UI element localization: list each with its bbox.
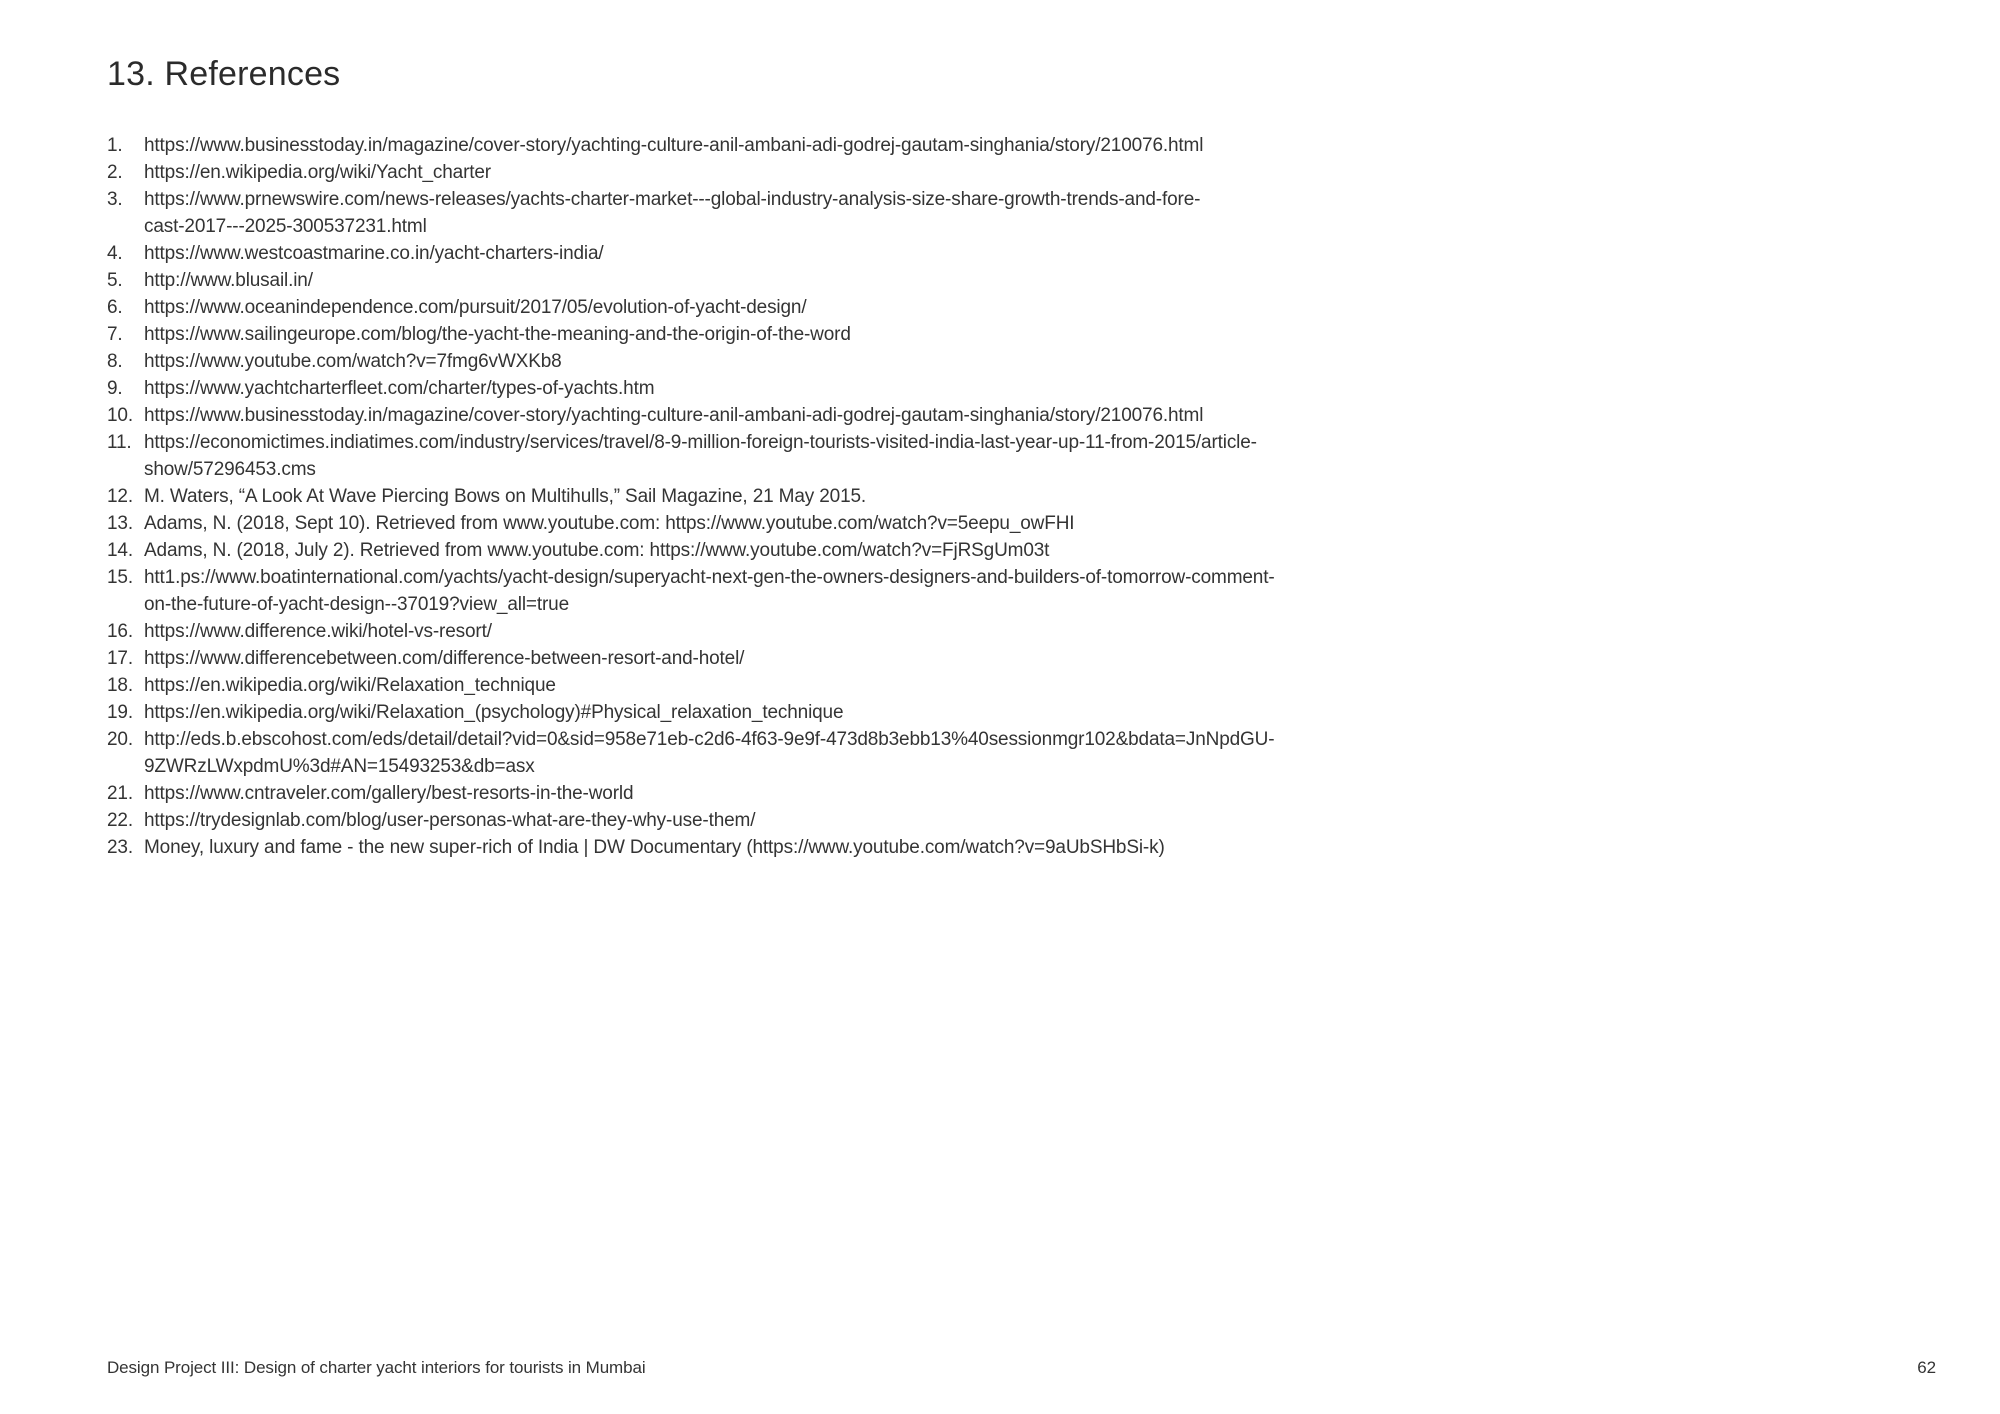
reference-item xyxy=(107,510,1940,537)
reference-line: https://www.youtube.com/watch?v=7fmg6vWXKb8 xyxy=(144,350,562,372)
reference-line: https://www.yachtcharterfleet.com/charter/types-of-yachts.htm xyxy=(144,377,655,399)
reference-line: https://en.wikipedia.org/wiki/Relaxation_technique xyxy=(144,674,556,696)
reference-line: Money, luxury and fame - the new super-rich of India | DW Documentary (https://www.youtube.com/watch?v=9aUbSHbSi-k) xyxy=(144,836,1165,858)
reference-item xyxy=(107,348,1940,375)
reference-line: http://www.blusail.in/ xyxy=(144,269,313,291)
reference-item xyxy=(107,294,1940,321)
reference-line: https://en.wikipedia.org/wiki/Relaxation_(psychology)#Physical_relaxation_technique xyxy=(144,701,844,723)
reference-line: M. Waters, “A Look At Wave Piercing Bows on Multihulls,” Sail Magazine, 21 May 2015. xyxy=(144,485,867,507)
page-footer xyxy=(107,1358,1936,1378)
reference-text xyxy=(144,186,1940,240)
reference-line: https://www.difference.wiki/hotel-vs-resort/ xyxy=(144,620,492,642)
reference-text xyxy=(144,510,1940,537)
reference-number: 2. xyxy=(107,161,123,183)
reference-line: 9ZWRzLWxpdmU%3d#AN=15493253&db=asx xyxy=(144,755,535,777)
reference-item xyxy=(107,780,1940,807)
reference-line: http://eds.b.ebscohost.com/eds/detail/detail?vid=0&sid=958e71eb-c2d6-4f63-9e9f-473d8b3ebb13%40sessionmgr102&bdata=JnNpdGU- xyxy=(144,728,1275,750)
reference-number: 9. xyxy=(107,377,123,399)
reference-item xyxy=(107,699,1940,726)
reference-line: https://www.businesstoday.in/magazine/cover-story/yachting-culture-anil-ambani-adi-godrej-gautam-singhania/story/210076.html xyxy=(144,404,1204,426)
reference-text xyxy=(144,429,1940,483)
reference-line: https://www.westcoastmarine.co.in/yacht-charters-india/ xyxy=(144,242,604,264)
reference-text xyxy=(144,618,1940,645)
reference-number: 18. xyxy=(107,674,133,696)
reference-item xyxy=(107,726,1940,780)
reference-item xyxy=(107,834,1940,861)
reference-line: https://trydesignlab.com/blog/user-personas-what-are-they-why-use-them/ xyxy=(144,809,756,831)
reference-text xyxy=(144,699,1940,726)
reference-text xyxy=(144,159,1940,186)
reference-number: 4. xyxy=(107,242,123,264)
reference-text xyxy=(144,645,1940,672)
reference-number: 7. xyxy=(107,323,123,345)
reference-item xyxy=(107,159,1940,186)
page-title: 13. References xyxy=(107,55,341,93)
reference-number: 8. xyxy=(107,350,123,372)
reference-number: 12. xyxy=(107,485,133,507)
reference-item xyxy=(107,429,1940,483)
reference-line: cast-2017---2025-300537231.html xyxy=(144,215,427,237)
reference-number: 16. xyxy=(107,620,133,642)
reference-number: 10. xyxy=(107,404,133,426)
reference-line: https://economictimes.indiatimes.com/industry/services/travel/8-9-million-foreign-tourists-visited-india-last-year-up-11-from-2015/article- xyxy=(144,431,1257,453)
reference-number: 23. xyxy=(107,836,133,858)
reference-item xyxy=(107,645,1940,672)
reference-number: 19. xyxy=(107,701,133,723)
reference-number: 1. xyxy=(107,134,123,156)
reference-text xyxy=(144,375,1940,402)
reference-line: https://www.businesstoday.in/magazine/cover-story/yachting-culture-anil-ambani-adi-godrej-gautam-singhania/story/210076.html xyxy=(144,134,1204,156)
reference-text xyxy=(144,807,1940,834)
reference-item xyxy=(107,672,1940,699)
reference-line: https://www.sailingeurope.com/blog/the-yacht-the-meaning-and-the-origin-of-the-word xyxy=(144,323,851,345)
reference-number: 21. xyxy=(107,782,133,804)
reference-number: 20. xyxy=(107,728,133,750)
reference-text xyxy=(144,294,1940,321)
reference-number: 15. xyxy=(107,566,133,588)
references-list xyxy=(107,132,1940,861)
reference-line: on-the-future-of-yacht-design--37019?view_all=true xyxy=(144,593,569,615)
reference-item xyxy=(107,321,1940,348)
reference-text xyxy=(144,672,1940,699)
reference-item xyxy=(107,240,1940,267)
reference-text xyxy=(144,402,1940,429)
reference-item xyxy=(107,186,1940,240)
reference-number: 13. xyxy=(107,512,133,534)
reference-item xyxy=(107,537,1940,564)
reference-line: Adams, N. (2018, July 2). Retrieved from www.youtube.com: https://www.youtube.com/watch?v=FjRSgUm03t xyxy=(144,539,1050,561)
reference-item xyxy=(107,618,1940,645)
reference-text xyxy=(144,483,1940,510)
page-number: 62 xyxy=(1917,1358,1936,1377)
reference-text xyxy=(144,564,1940,618)
reference-text xyxy=(144,834,1940,861)
reference-number: 17. xyxy=(107,647,133,669)
reference-line: https://www.cntraveler.com/gallery/best-resorts-in-the-world xyxy=(144,782,634,804)
reference-number: 3. xyxy=(107,188,123,210)
reference-line: Adams, N. (2018, Sept 10). Retrieved from www.youtube.com: https://www.youtube.com/watch?v=5eepu_owFHI xyxy=(144,512,1075,534)
reference-item xyxy=(107,402,1940,429)
reference-line: htt1.ps://www.boatinternational.com/yachts/yacht-design/superyacht-next-gen-the-owners-designers-and-builders-of-tomorrow-comment- xyxy=(144,566,1275,588)
reference-line: show/57296453.cms xyxy=(144,458,316,480)
reference-number: 22. xyxy=(107,809,133,831)
reference-item xyxy=(107,483,1940,510)
reference-text xyxy=(144,726,1940,780)
reference-item xyxy=(107,375,1940,402)
reference-number: 14. xyxy=(107,539,133,561)
reference-text xyxy=(144,132,1940,159)
reference-item xyxy=(107,807,1940,834)
reference-item xyxy=(107,267,1940,294)
reference-item xyxy=(107,132,1940,159)
reference-text xyxy=(144,240,1940,267)
reference-line: https://www.prnewswire.com/news-releases/yachts-charter-market---global-industry-analysis-size-share-growth-trends-and-fore- xyxy=(144,188,1201,210)
reference-text xyxy=(144,537,1940,564)
reference-line: https://www.differencebetween.com/difference-between-resort-and-hotel/ xyxy=(144,647,745,669)
reference-item xyxy=(107,564,1940,618)
reference-text xyxy=(144,321,1940,348)
reference-line: https://www.oceanindependence.com/pursuit/2017/05/evolution-of-yacht-design/ xyxy=(144,296,807,318)
reference-number: 11. xyxy=(107,431,132,453)
reference-number: 6. xyxy=(107,296,123,318)
reference-text xyxy=(144,780,1940,807)
reference-number: 5. xyxy=(107,269,123,291)
reference-text xyxy=(144,348,1940,375)
reference-text xyxy=(144,267,1940,294)
footer-document-title: Design Project III: Design of charter yacht interiors for tourists in Mumbai xyxy=(107,1358,646,1377)
reference-line: https://en.wikipedia.org/wiki/Yacht_charter xyxy=(144,161,491,183)
